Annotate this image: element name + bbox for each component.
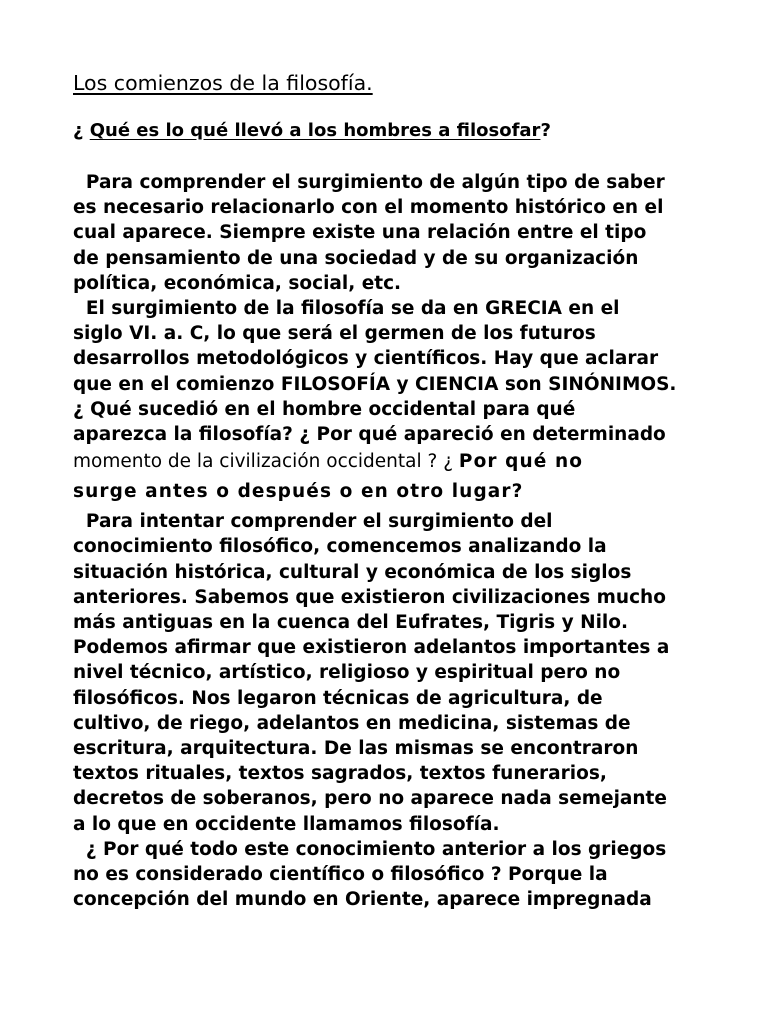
- text-line: situación histórica, cultural y económica de los siglos: [73, 561, 632, 583]
- document-page: [73, 70, 723, 912]
- text-line: que en el comienzo FILOSOFÍA y CIENCIA son SINÓNIMOS.: [73, 373, 677, 395]
- text-line: a lo que en occidente llamamos filosofía.: [73, 813, 500, 835]
- text-line: Para comprender el surgimiento de algún tipo de saber: [73, 172, 665, 193]
- mixed-line-normal: momento de la civilización occidental ? ¿: [73, 451, 459, 473]
- text-line: ¿ Qué sucedió en el hombre occidental para qué: [73, 398, 576, 420]
- text-line: siglo VI. a. C, lo que será el germen de los futuros: [73, 323, 596, 345]
- text-line: no es considerado científico o filosófico ? Porque la: [73, 864, 608, 886]
- question-suffix: ?: [540, 120, 551, 141]
- text-line: anteriores. Sabemos que existieron civilizaciones mucho: [73, 586, 666, 608]
- text-line: cual aparece. Siempre existe una relación entre el tipo: [73, 222, 647, 244]
- text-line: aparezca la filosofía? ¿ Por qué apareció en determinado: [73, 424, 666, 446]
- text-line: Podemos afirmar que existieron adelantos importantes a: [73, 637, 670, 659]
- guiding-question: [73, 119, 723, 143]
- text-line: Para intentar comprender el surgimiento del: [73, 511, 553, 533]
- text-line: de pensamiento de una sociedad y de su organización: [73, 247, 639, 269]
- text-line: conocimiento filosófico, comencemos analizando la: [73, 536, 607, 558]
- text-line: nivel técnico, artístico, religioso y espiritual pero no: [73, 662, 621, 684]
- question-prefix: ¿: [73, 120, 90, 141]
- mixed-text-line: [73, 447, 723, 477]
- text-line: política, económica, social, etc.: [73, 272, 402, 294]
- question-underlined: Qué es lo qué llevó a los hombres a filosofar: [89, 120, 541, 141]
- text-line: filosóficos. Nos legaron técnicas de agricultura, de: [73, 687, 603, 709]
- text-line: desarrollos metodológicos y científicos. Hay que aclarar: [73, 348, 659, 370]
- mixed-line-heavy: Por qué no: [458, 451, 584, 473]
- body-text: [73, 170, 723, 912]
- text-line: es necesario relacionarlo con el momento histórico en el: [73, 197, 664, 219]
- heavy-text-line: surge antes o después o en otro lugar?: [73, 481, 524, 503]
- text-line: ¿ Por qué todo este conocimiento anterior a los griegos: [73, 838, 667, 860]
- text-line: El surgimiento de la filosofía se da en GRECIA en el: [73, 298, 620, 320]
- text-line: textos rituales, textos sagrados, textos funerarios,: [73, 763, 607, 785]
- text-line: escritura, arquitectura. De las mismas se encontraron: [73, 738, 639, 760]
- text-line: decretos de soberanos, pero no aparece nada semejante: [73, 788, 667, 810]
- text-line: más antiguas en la cuenca del Eufrates, Tigris y Nilo.: [73, 612, 628, 634]
- text-line: concepción del mundo en Oriente, aparece impregnada: [73, 889, 652, 911]
- text-line: cultivo, de riego, adelantos en medicina, sistemas de: [73, 712, 631, 734]
- document-title: Los comienzos de la filosofía.: [73, 71, 373, 95]
